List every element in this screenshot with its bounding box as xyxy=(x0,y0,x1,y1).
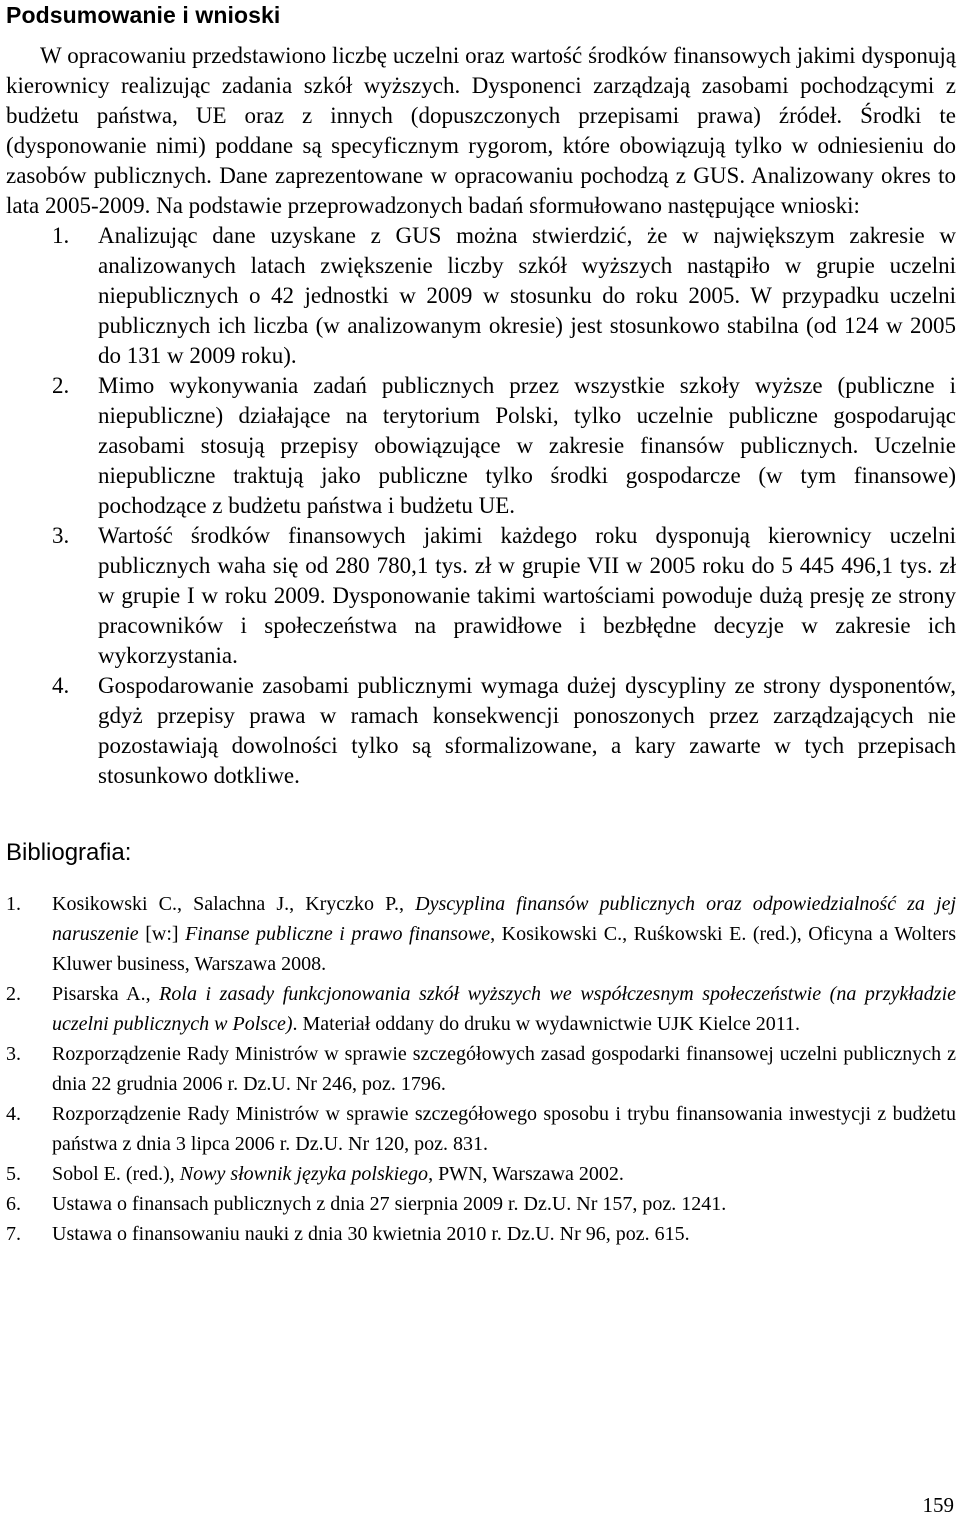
bibliography-text: Rozporządzenie Rady Ministrów w sprawie szczegółowego sposobu i trybu finansowania inwestycji z budżetu państwa z dnia 3 lipca 2006 r. Dz.U. Nr 120, poz. 831. xyxy=(52,1103,956,1155)
bibliography-number: 3. xyxy=(6,1043,21,1065)
conclusions-list xyxy=(6,221,956,791)
bibliography-item xyxy=(6,1159,956,1189)
bibliography-number: 5. xyxy=(6,1163,21,1185)
bibliography-title-italic: Nowy słownik języka polskiego xyxy=(179,1163,429,1185)
bibliography-text: . Materiał oddany do druku w wydawnictwie UJK Kielce 2011. xyxy=(292,1013,800,1035)
bibliography-item xyxy=(6,889,956,979)
conclusion-item xyxy=(6,671,956,791)
conclusion-text: Wartość środków finansowych jakimi każdego roku dysponują kierownicy uczelni publicznych waha się od 280 780,1 tys. zł w grupie VII w 2005 roku do 5 445 496,1 tys. zł w grupie I w roku 2009. Dysponowanie takimi wartościami powoduje dużą presję ze strony pracowników i społeczeństwa na prawidłowe i bezbłędne decyzje w zakresie ich wykorzystania. xyxy=(98,523,956,668)
bibliography-text: , PWN, Warszawa 2002. xyxy=(428,1163,624,1185)
bibliography-text: Sobol E. (red.), xyxy=(52,1163,180,1185)
bibliography-title: Bibliografia: xyxy=(6,839,132,866)
conclusion-item xyxy=(6,371,956,521)
bibliography-number: 4. xyxy=(6,1103,21,1125)
page-number: 159 xyxy=(922,1493,954,1517)
intro-paragraph: W opracowaniu przedstawiono liczbę uczelni oraz wartość środków finansowych jakimi dysponują kierownicy realizując zadania szkół wyższych. Dysponenci zarządzają zasobami pochodzącymi z budżetu państwa, UE oraz z innych (dopuszczonych przepisami prawa) źródeł. Środki te (dysponowanie nimi) poddane są specyficznym rygorom, które obowiązują tylko w odniesieniu do zasobów publicznych. Dane zaprezentowane w opracowaniu pochodzą z GUS. Analizowany okres to lata 2005-2009. Na podstawie przeprowadzonych badań sformułowano następujące wnioski: xyxy=(6,43,956,218)
section-title: Podsumowanie i wnioski xyxy=(6,2,281,28)
conclusion-item xyxy=(6,221,956,371)
bibliography-text: Rozporządzenie Rady Ministrów w sprawie szczegółowych zasad gospodarki finansowej uczelni publicznych z dnia 22 grudnia 2006 r. Dz.U. Nr 246, poz. 1796. xyxy=(52,1043,956,1095)
bibliography-number: 1. xyxy=(6,893,21,915)
bibliography-text: , Kosikowski C., Ruśkowski E. (red.), Oficyna a Wolters Kluwer business, Warszawa 2008. xyxy=(52,923,956,975)
conclusion-item xyxy=(6,521,956,671)
conclusion-number: 3. xyxy=(52,523,70,548)
bibliography-text: Kosikowski C., Salachna J., Kryczko P., xyxy=(52,893,416,915)
bibliography-text: Pisarska A., xyxy=(52,983,160,1005)
bibliography-item xyxy=(6,979,956,1039)
bibliography-number: 6. xyxy=(6,1193,21,1215)
conclusion-number: 4. xyxy=(52,673,70,698)
conclusion-number: 1. xyxy=(52,223,70,248)
bibliography-title-italic: Dyscyplina finansów publicznych oraz odpowiedzialność za jej naruszenie xyxy=(52,893,957,945)
bibliography-number: 7. xyxy=(6,1223,21,1245)
bibliography-text: Ustawa o finansach publicznych z dnia 27 sierpnia 2009 r. Dz.U. Nr 157, poz. 1241. xyxy=(52,1193,727,1215)
bibliography-title-italic: Finanse publiczne i prawo finansowe xyxy=(185,923,491,945)
bibliography-item xyxy=(6,1099,956,1159)
bibliography-text: Ustawa o finansowaniu nauki z dnia 30 kwietnia 2010 r. Dz.U. Nr 96, poz. 615. xyxy=(52,1223,690,1245)
bibliography-item xyxy=(6,1219,956,1249)
bibliography-list xyxy=(6,889,956,1249)
bibliography-title-italic: Rola i zasady funkcjonowania szkół wyższych we współczesnym społeczeństwie (na przykładzie uczelni publicznych w Polsce) xyxy=(52,983,957,1035)
bibliography-text: [w:] xyxy=(138,923,186,945)
bibliography-item xyxy=(6,1039,956,1099)
conclusion-text: Analizując dane uzyskane z GUS można stwierdzić, że w największym zakresie w analizowanych latach zwiększenie liczby szkół wyższych nastąpiło w grupie uczelni niepublicznych o 42 jednostki w 2009 w stosunku do roku 2005. W przypadku uczelni publicznych ich liczba (w analizowanym okresie) jest stosunkowo stabilna (od 124 w 2005 do 131 w 2009 roku). xyxy=(98,223,956,368)
conclusion-number: 2. xyxy=(52,373,70,398)
conclusion-text: Mimo wykonywania zadań publicznych przez wszystkie szkoły wyższe (publiczne i niepubliczne) działające na terytorium Polski, tylko uczelnie publiczne gospodarując zasobami stosują przepisy obowiązujące w zakresie finansów publicznych. Uczelnie niepubliczne traktują jako publiczne tylko środki gospodarcze (w tym finansowe) pochodzące z budżetu państwa i budżetu UE. xyxy=(98,373,956,518)
bibliography-number: 2. xyxy=(6,983,21,1005)
bibliography-item xyxy=(6,1189,956,1219)
document-page xyxy=(6,0,956,1249)
conclusion-text: Gospodarowanie zasobami publicznymi wymaga dużej dyscypliny ze strony dysponentów, gdyż przepisy prawa w ramach konsekwencji ponoszonych przez zarządzających nie pozostawiają dowolności tylko są sformalizowane, a kary zawarte w tych przepisach stosunkowo dotkliwe. xyxy=(98,673,956,788)
